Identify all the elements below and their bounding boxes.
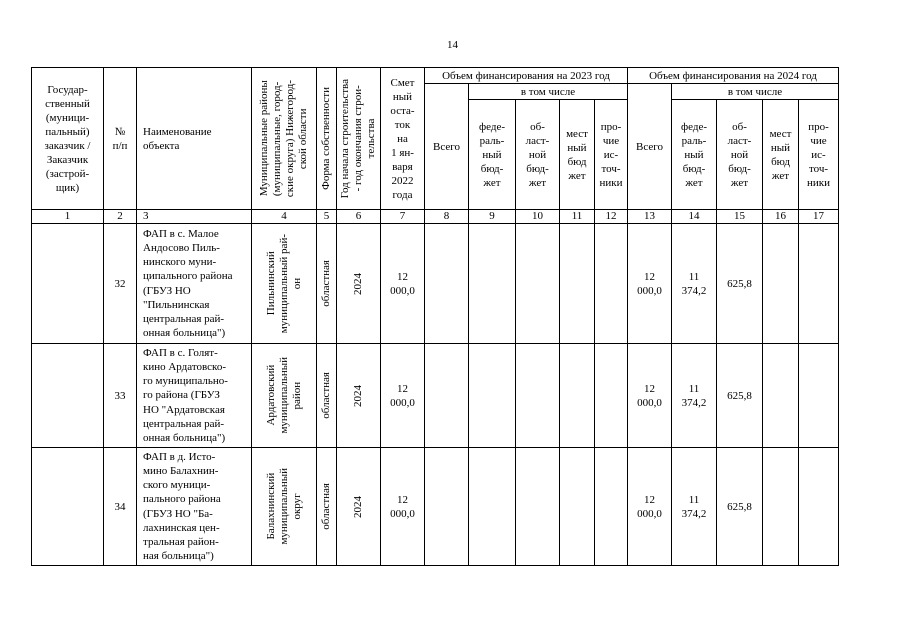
cell-object-name: ФАП в с. Голят- кино Ардатовско- го муниципально- го района (ГБУЗ НО "Ардатовская центральная рай- онная больница") xyxy=(137,344,252,448)
table-row xyxy=(32,448,839,566)
column-number: 11 xyxy=(560,210,595,224)
cell-regional-2023 xyxy=(516,224,560,344)
header-federal-2024: феде- раль- ный бюд- жет xyxy=(672,100,717,210)
cell-years: 2024 xyxy=(337,224,381,344)
cell-remaining: 12 000,0 xyxy=(381,448,425,566)
header-customer: Государ- ственный (муници- пальный) заказчик / Заказчик (застрой- щик) xyxy=(32,68,104,210)
header-including-2024: в том числе xyxy=(672,84,839,100)
cell-federal-2023 xyxy=(469,448,516,566)
cell-remaining: 12 000,0 xyxy=(381,224,425,344)
cell-ownership: областная xyxy=(317,448,337,566)
cell-years: 2024 xyxy=(337,344,381,448)
cell-district: Балахнинский муниципальный округ xyxy=(252,448,317,566)
cell-object-name: ФАП в д. Исто- мино Балахнин- ского муници- пального района (ГБУЗ НО "Ба- лахнинская цен- тральная район- ная больница") xyxy=(137,448,252,566)
cell-customer xyxy=(32,448,104,566)
cell-regional-2023 xyxy=(516,448,560,566)
column-number: 16 xyxy=(763,210,799,224)
table-row xyxy=(32,344,839,448)
header-years: Год начала строительства - год окончания строи- тельства xyxy=(337,68,381,210)
column-number: 15 xyxy=(717,210,763,224)
column-number: 10 xyxy=(516,210,560,224)
cell-regional-2024: 625,8 xyxy=(717,448,763,566)
cell-total-2024: 12 000,0 xyxy=(628,224,672,344)
cell-federal-2024: 11 374,2 xyxy=(672,344,717,448)
header-other-2023: про- чие ис- точ- ники xyxy=(595,100,628,210)
cell-regional-2024: 625,8 xyxy=(717,224,763,344)
column-number: 2 xyxy=(104,210,137,224)
column-number-row xyxy=(32,210,839,224)
page-number: 14 xyxy=(447,39,458,51)
cell-regional-2024: 625,8 xyxy=(717,344,763,448)
header-remaining: Смет ный оста- ток на 1 ян- варя 2022 года xyxy=(381,68,425,210)
cell-total-2023 xyxy=(425,344,469,448)
cell-total-2023 xyxy=(425,224,469,344)
column-number: 7 xyxy=(381,210,425,224)
column-number: 4 xyxy=(252,210,317,224)
financing-table xyxy=(31,67,839,566)
header-total-2023: Всего xyxy=(425,84,469,210)
column-number: 12 xyxy=(595,210,628,224)
cell-years: 2024 xyxy=(337,448,381,566)
column-number: 6 xyxy=(337,210,381,224)
cell-other-2023 xyxy=(595,344,628,448)
header-regional-2023: об- ласт- ной бюд- жет xyxy=(516,100,560,210)
cell-remaining: 12 000,0 xyxy=(381,344,425,448)
cell-other-2024 xyxy=(799,448,839,566)
column-number: 1 xyxy=(32,210,104,224)
column-number: 14 xyxy=(672,210,717,224)
cell-other-2024 xyxy=(799,344,839,448)
cell-total-2024: 12 000,0 xyxy=(628,448,672,566)
header-other-2024: про- чие ис- точ- ники xyxy=(799,100,839,210)
cell-other-2023 xyxy=(595,224,628,344)
cell-local-2024 xyxy=(763,344,799,448)
cell-federal-2023 xyxy=(469,344,516,448)
cell-object-name: ФАП в с. Малое Андосово Пиль- нинского муни- ципального района (ГБУЗ НО "Пильнинская центральная рай- онная больница") xyxy=(137,224,252,344)
header-funding-2024: Объем финансирования на 2024 год xyxy=(628,68,839,84)
cell-local-2023 xyxy=(560,344,595,448)
header-object-name: Наименование объекта xyxy=(137,68,252,210)
header-row-1 xyxy=(32,68,839,84)
header-including-2023: в том числе xyxy=(469,84,628,100)
cell-total-2024: 12 000,0 xyxy=(628,344,672,448)
cell-district: Ардатовский муниципальный район xyxy=(252,344,317,448)
cell-federal-2023 xyxy=(469,224,516,344)
header-funding-2023: Объем финансирования на 2023 год xyxy=(425,68,628,84)
cell-customer xyxy=(32,224,104,344)
cell-other-2024 xyxy=(799,224,839,344)
column-number: 13 xyxy=(628,210,672,224)
cell-row-no: 33 xyxy=(104,344,137,448)
cell-row-no: 32 xyxy=(104,224,137,344)
header-total-2024: Всего xyxy=(628,84,672,210)
cell-total-2023 xyxy=(425,448,469,566)
header-local-2024: мест ный бюд жет xyxy=(763,100,799,210)
column-number: 8 xyxy=(425,210,469,224)
header-ownership: Форма собственности xyxy=(317,68,337,210)
cell-local-2024 xyxy=(763,224,799,344)
cell-district: Пильнинский муниципальный рай- он xyxy=(252,224,317,344)
cell-federal-2024: 11 374,2 xyxy=(672,224,717,344)
cell-other-2023 xyxy=(595,448,628,566)
header-local-2023: мест ный бюд жет xyxy=(560,100,595,210)
cell-regional-2023 xyxy=(516,344,560,448)
cell-local-2023 xyxy=(560,448,595,566)
cell-ownership: областная xyxy=(317,224,337,344)
cell-row-no: 34 xyxy=(104,448,137,566)
cell-local-2023 xyxy=(560,224,595,344)
cell-local-2024 xyxy=(763,448,799,566)
column-number: 3 xyxy=(137,210,252,224)
header-row-no: № п/п xyxy=(104,68,137,210)
header-federal-2023: феде- раль- ный бюд- жет xyxy=(469,100,516,210)
column-number: 17 xyxy=(799,210,839,224)
column-number: 9 xyxy=(469,210,516,224)
header-regional-2024: об- ласт- ной бюд- жет xyxy=(717,100,763,210)
cell-customer xyxy=(32,344,104,448)
table-row xyxy=(32,224,839,344)
cell-federal-2024: 11 374,2 xyxy=(672,448,717,566)
header-district: Муниципальные районы (муниципальные, город- ские округа) Нижегород- ской области xyxy=(252,68,317,210)
cell-ownership: областная xyxy=(317,344,337,448)
column-number: 5 xyxy=(317,210,337,224)
